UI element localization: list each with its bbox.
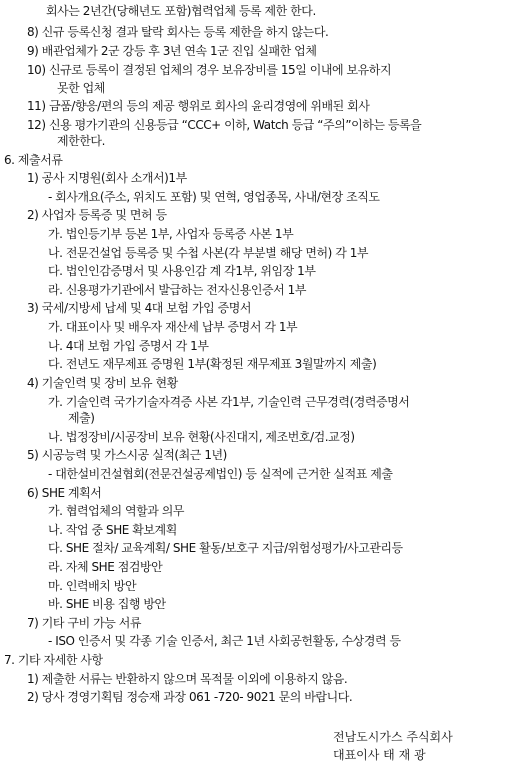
text-line: 나. 4대 보험 가입 증명서 각 1부 [48,339,209,353]
text-line: 나. 전문건설업 등록증 및 수첩 사본(각 부분별 해당 면허) 각 1부 [48,246,369,260]
text-line: 5) 시공능력 및 가스시공 실적(최근 1년) [27,448,227,462]
text-line: 2) 당사 경영기획팀 정승재 과장 061 -720- 9021 문의 바랍니다. [27,690,353,704]
text-line: - 회사개요(주소, 위치도 포함) 및 연혁, 영업종목, 사내/현장 조직도 [48,190,380,204]
text-line: 9) 배관업체가 2군 강등 후 3년 연속 1군 진입 실패한 업체 [27,44,317,58]
text-line: - ISO 인증서 및 각종 기술 인증서, 최근 1년 사회공헌활동, 수상경력 등 [48,634,401,648]
text-line: 라. 신용평가기관에서 발급하는 전자신용인증서 1부 [48,283,306,297]
text-line: 1) 공사 지명원(회사 소개서)1부 [27,171,187,185]
company-name: 전남도시가스 주식회사 [333,730,453,744]
text-line: 다. 법인인감증명서 및 사용인감 계 각1부, 위임장 1부 [48,264,316,278]
text-line: 못한 업체 [57,81,105,95]
text-line: 라. 자체 SHE 점검방안 [48,560,163,574]
text-line: 10) 신규로 등록이 결정된 업체의 경우 보유장비를 15일 이내에 보유하지 [27,63,392,77]
text-line: 회사는 2년간(당해년도 포함)협력업체 등록 제한 한다. [46,4,316,18]
text-line: 가. 협력업체의 역할과 의무 [48,504,185,518]
section-heading: 7. 기타 자세한 사항 [4,653,103,667]
text-line: 다. SHE 절차/ 교육계획/ SHE 활동/보호구 지급/위험성평가/사고관리등 [48,541,403,555]
text-line: 가. 기술인력 국가기술자격증 사본 각1부, 기술인력 근무경력(경력증명서 [48,395,410,409]
text-line: 1) 제출한 서류는 반환하지 않으며 목적물 이외에 이용하지 않음. [27,672,348,686]
text-line: 나. 작업 중 SHE 확보계획 [48,523,177,537]
text-line: 4) 기술인력 및 장비 보유 현황 [27,376,178,390]
text-line: 8) 신규 등록신청 결과 탈락 회사는 등록 제한을 하지 않는다. [27,25,329,39]
section-heading: 6. 제출서류 [4,153,63,167]
text-line: 2) 사업자 등록증 및 면허 등 [27,208,167,222]
text-line: 7) 기타 구비 가능 서류 [27,616,142,630]
text-line: 3) 국세/지방세 납세 및 4대 보험 가입 증명서 [27,301,252,315]
text-line: 나. 법정장비/시공장비 보유 현황(사진대지, 제조번호/검.교정) [48,430,355,444]
text-line: - 대한설비건설협회(전문건설공제법인) 등 실적에 근거한 실적표 제출 [48,467,393,481]
text-line: 6) SHE 계획서 [27,486,102,500]
text-line: 제한한다. [57,134,105,148]
text-line: 12) 신용 평가기관의 신용등급 “CCC+ 이하, Watch 등급 “주의”이하는 등록을 [27,118,422,132]
text-line: 11) 금품/향응/편의 등의 제공 행위로 회사의 윤리경영에 위배된 회사 [27,99,370,113]
text-line: 다. 전년도 재무제표 증명원 1부(확정된 재무제표 3월말까지 제출) [48,357,377,371]
representative-name: 대표이사 태 재 광 [333,748,426,762]
text-line: 바. SHE 비용 집행 방안 [48,597,166,611]
text-line: 제출) [68,411,95,425]
text-line: 가. 대표이사 및 배우자 재산세 납부 증명서 각 1부 [48,320,298,334]
text-line: 가. 법인등기부 등본 1부, 사업자 등록증 사본 1부 [48,227,294,241]
text-line: 마. 인력배치 방안 [48,579,137,593]
